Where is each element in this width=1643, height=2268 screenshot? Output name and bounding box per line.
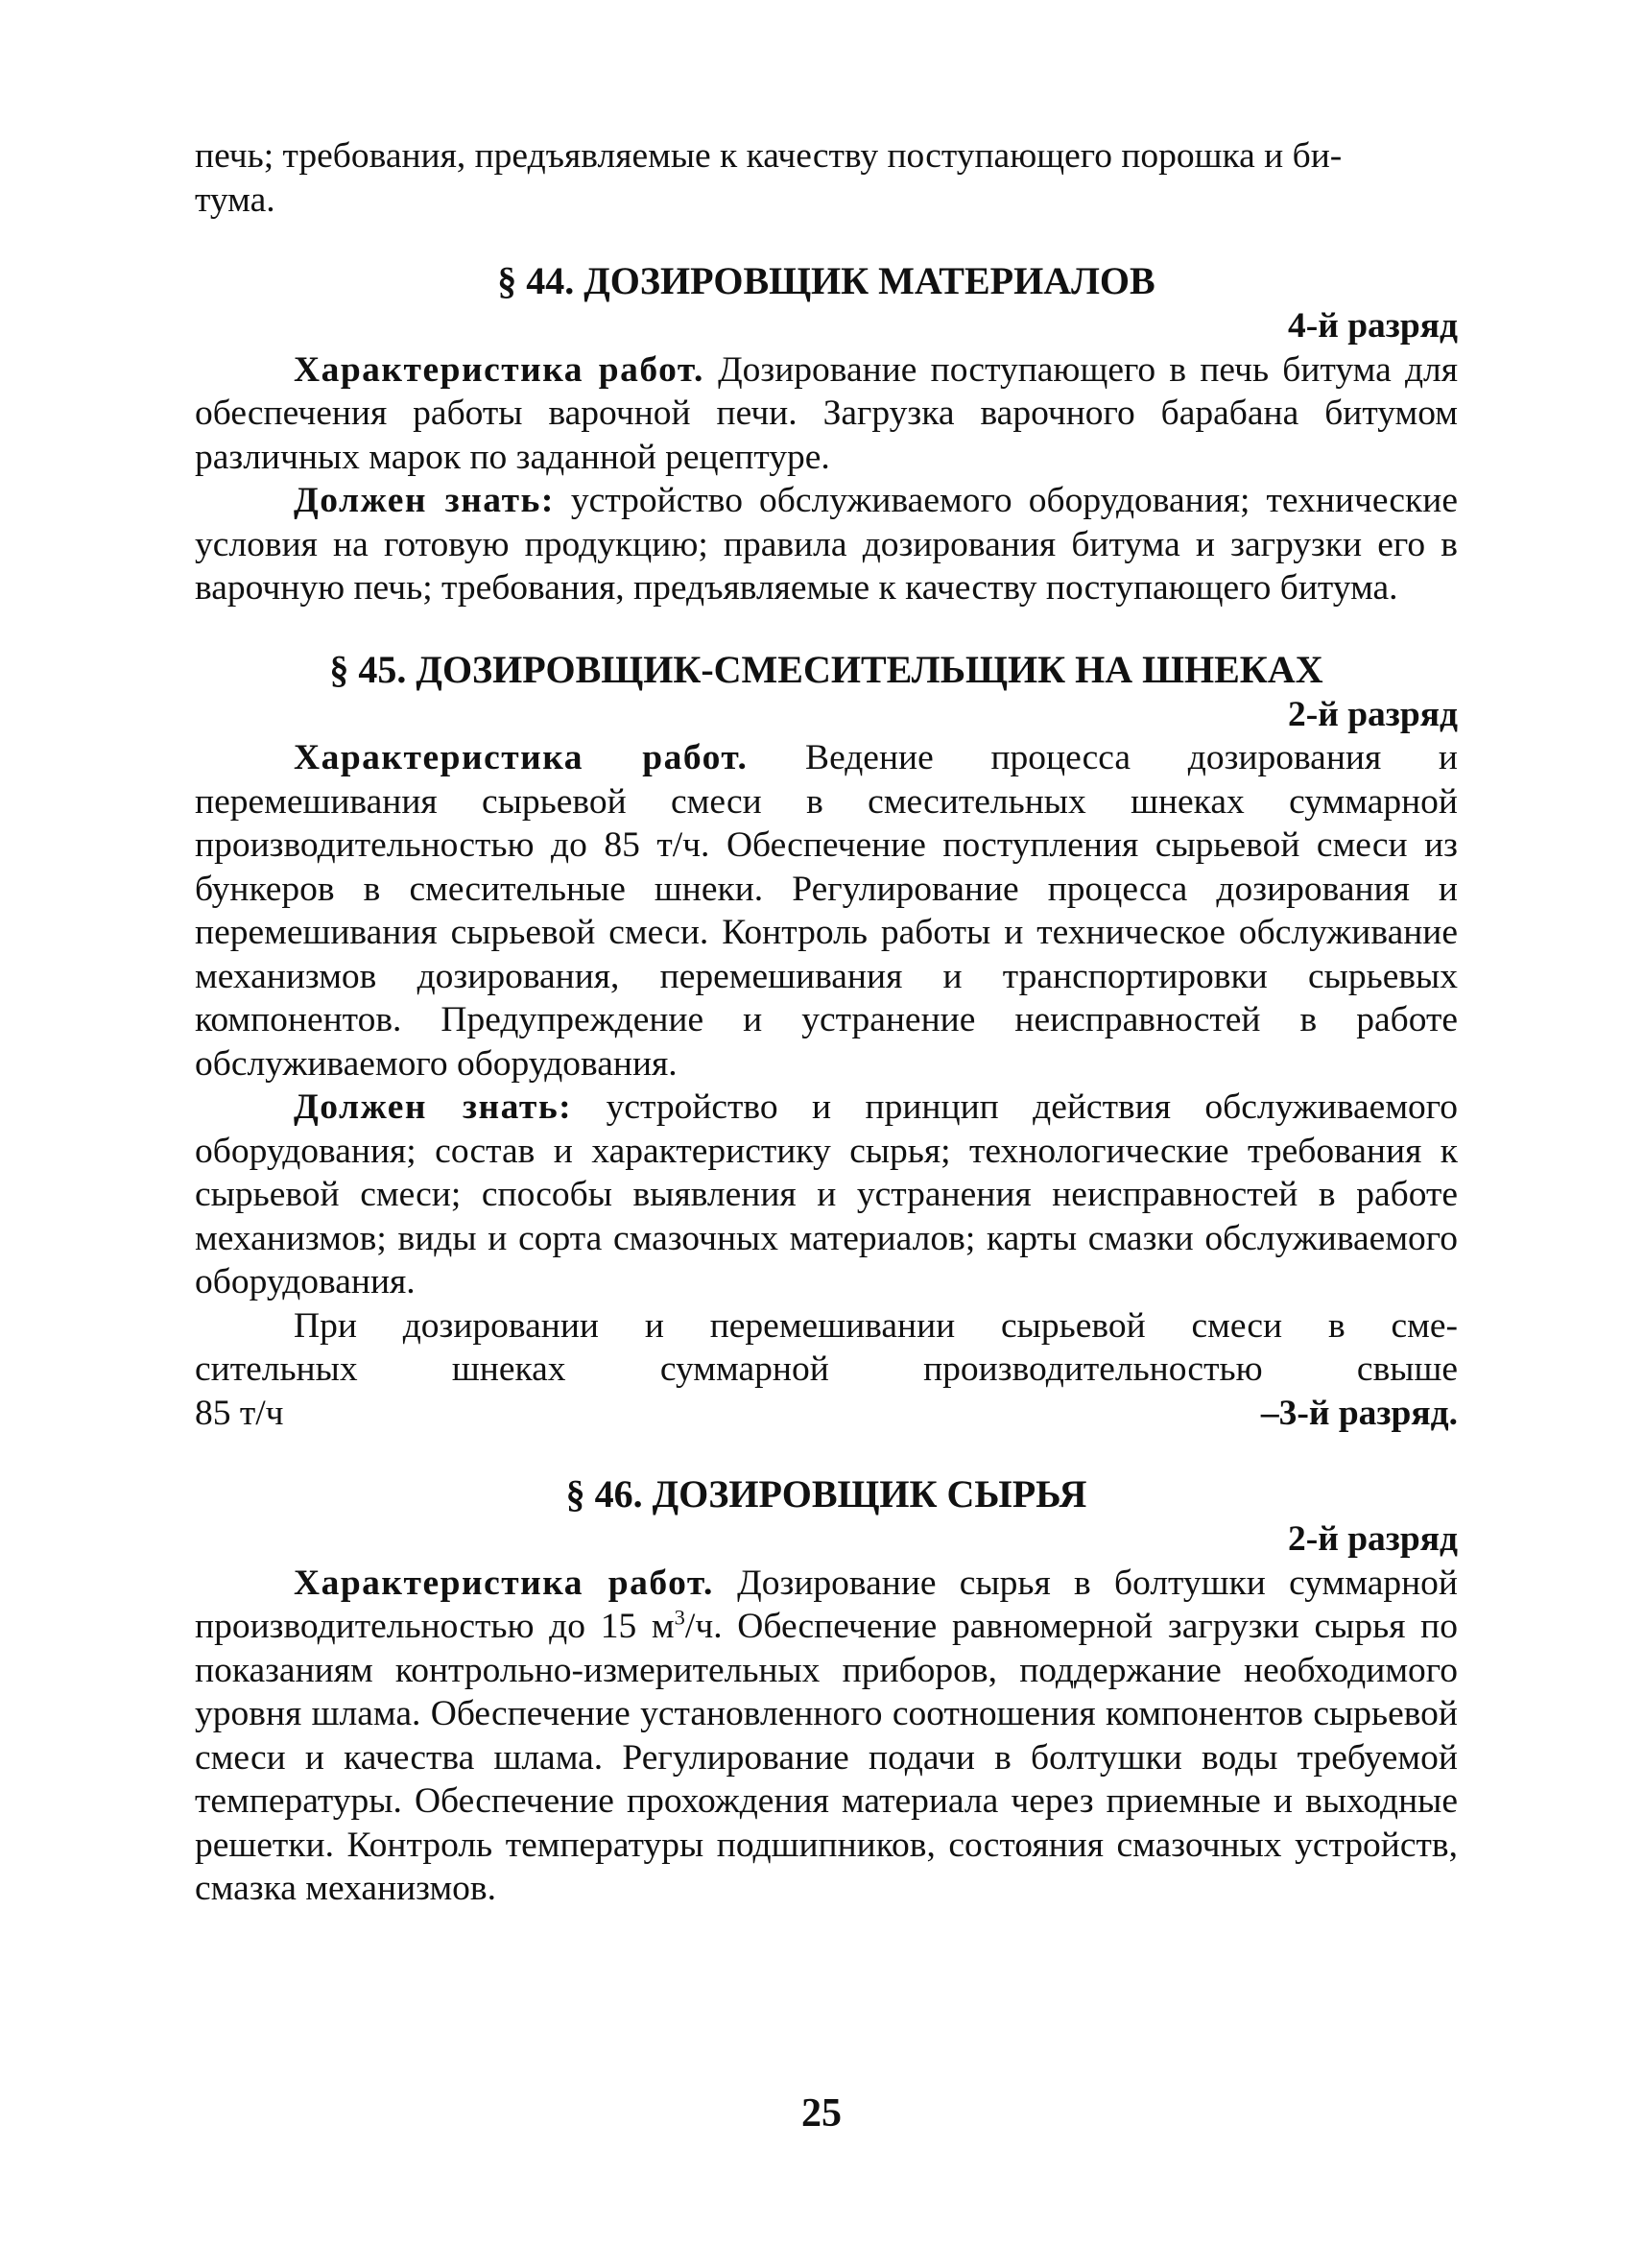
section-45-note-line-1: При дозировании и перемешивании сырьевой смеси в сме- <box>294 1305 1458 1346</box>
section-44-title: § 44. ДОЗИРОВЩИК МАТЕРИАЛОВ <box>497 259 1155 302</box>
section-45-characteristics <box>195 736 1458 1086</box>
section-45-note-line-2: сительных шнеках суммарной производительностью свыше <box>195 1349 1458 1389</box>
section-44-know-text: устройство обслуживаемого оборудования; технические условия на готовую продукцию; правила дозирования битума и загрузки его в варочную печь; требования, предъявляемые к качеству поступающего битума. <box>195 481 1458 608</box>
section-44-char-label: Характеристика работ. <box>294 349 704 390</box>
section-44-knowledge <box>195 479 1458 610</box>
section-45-char-label: Характеристика работ. <box>294 738 749 777</box>
section-45-rank: 2-й разряд <box>1287 694 1458 734</box>
section-45-knowledge <box>195 1086 1458 1304</box>
intro-line-1: печь; требования, предъявляемые к качеству поступающего порошка и би- <box>195 136 1343 176</box>
section-44-know-label: Должен знать: <box>294 481 555 520</box>
section-46-char-sup: 3 <box>674 1605 685 1630</box>
section-46-title: § 46. ДОЗИРОВЩИК СЫРЬЯ <box>565 1472 1087 1516</box>
section-45-note <box>195 1304 1458 1349</box>
section-45-know-label: Должен знать: <box>294 1087 573 1127</box>
section-45-char-text: Ведение процесса дозирования и перемешивания сырьевой смеси в смесительных шнеках суммарной производительностью до 85 т/ч. Обеспечение поступления сырьевой смеси из бункеров в смесительные шнеки. Регулирование процесса дозирования и перемешивания сырьевой смеси. Контроль работы и техническое обслуживание механизмов дозирования, перемешивания и транспортировки сырьевых компонентов. Предупреждение и устранение неисправностей в работе обслуживаемого оборудования. <box>195 738 1458 1084</box>
intro-paragraph <box>195 134 1458 222</box>
section-44-characteristics <box>195 348 1458 480</box>
section-46-characteristics <box>195 1562 1458 1911</box>
section-45-title: § 45. ДОЗИРОВЩИК-СМЕСИТЕЛЬЩИК НА ШНЕКАХ <box>329 647 1323 691</box>
section-45-note-left: 85 т/ч <box>195 1393 284 1433</box>
section-45-note-rank-line <box>195 1392 1458 1436</box>
section-44-rank: 4-й разряд <box>1287 306 1458 346</box>
section-45-note-rank: –3-й разряд. <box>1260 1393 1458 1433</box>
section-46-char-label: Характеристика работ. <box>294 1563 714 1603</box>
section-45-note-line-2-wrap <box>195 1348 1458 1392</box>
document-page <box>195 134 1458 1911</box>
section-44-char-text: Дозирование поступающего в печь битума для обеспечения работы варочной печи. Загрузка варочного барабана битумом различных марок по заданной рецептуре. <box>195 349 1458 477</box>
page-number: 25 <box>801 2091 842 2136</box>
section-45-know-text: устройство и принцип действия обслуживаемого оборудования; состав и характеристику сырья; технологические требования к сырьевой смеси; способы выявления и устранения неисправностей в работе механизмов; виды и сорта смазочных материалов; карты смазки обслуживаемого оборудования. <box>195 1087 1458 1301</box>
section-46-char-text-a: Дозирование сырья в болтушки суммарной производительностью до 15 м <box>195 1563 1459 1646</box>
section-46-char-text-b: /ч. Обеспечение равномерной загрузки сырья по показаниям контрольно-измерительных приборов, поддержание необходимого уровня шлама. Обеспечение установленного соотношения компонентов сырьевой смеси и качества шлама. Регулирование подачи в болтушки воды требуемой температуры. Обеспечение прохождения материала через приемные и выходные решетки. Контроль температуры подшипников, состояния смазочных устройств, смазка механизмов. <box>195 1607 1459 1908</box>
section-46-rank: 2-й разряд <box>1287 1519 1458 1559</box>
intro-line-2: тума. <box>195 179 275 220</box>
